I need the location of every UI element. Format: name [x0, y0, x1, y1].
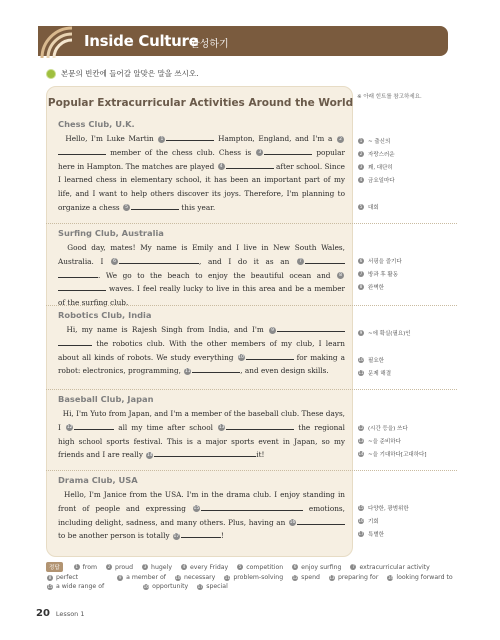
blank-number: 16 — [289, 520, 296, 526]
answer-blank[interactable] — [58, 338, 92, 346]
blank-number: 9 — [269, 327, 276, 334]
baseball-section — [58, 394, 345, 462]
blank-number: 6 — [111, 258, 118, 265]
hint-item: 9 ~에 확실(필요)인 — [359, 330, 411, 337]
answer-item: 4 every Friday — [182, 563, 229, 571]
club-title-baseball: Baseball Club, Japan — [58, 394, 154, 404]
club-title-drama: Drama Club, USA — [58, 475, 138, 485]
hint-item: 11 문제 해결 — [358, 370, 392, 377]
hint-item: 10 필요한 — [358, 357, 384, 364]
blank-number: 10 — [238, 355, 244, 361]
hint-column — [357, 86, 457, 557]
answer-blank[interactable] — [74, 422, 114, 430]
blank-number: 11 — [184, 368, 191, 374]
answer-blank[interactable] — [311, 324, 345, 332]
blank-number: 15 — [193, 506, 200, 512]
answer-blank[interactable] — [188, 449, 222, 457]
answer-blank[interactable] — [58, 283, 106, 291]
answer-blank[interactable] — [235, 503, 269, 511]
hint-item: 5 대회 — [359, 204, 379, 211]
answer-blank[interactable] — [119, 256, 159, 264]
surfing-section — [58, 228, 345, 310]
answer-item: 10 necessary — [175, 574, 216, 581]
answer-blank[interactable] — [226, 161, 274, 169]
answer-item: 6 enjoy surfing — [293, 563, 342, 571]
answer-blank[interactable] — [305, 256, 345, 264]
blank-number: 7 — [297, 258, 304, 265]
answer-blank[interactable] — [166, 133, 214, 141]
page-footer — [36, 608, 85, 619]
answer-blank[interactable] — [159, 256, 199, 264]
lesson-label: Lesson 1 — [55, 610, 85, 618]
answer-item: 2 proud — [107, 563, 134, 571]
hint-item: 16 기회 — [358, 518, 379, 525]
answer-key — [46, 562, 466, 590]
banner-subtitle: 완성하기 — [190, 39, 229, 50]
blank-number: 13 — [218, 425, 225, 431]
club-title-surfing: Surfing Club, Australia — [58, 228, 164, 238]
banner-title: Inside Culture — [84, 32, 199, 50]
instruction-text: 본문의 빈칸에 들어갈 알맞은 말을 쓰시오. — [61, 69, 199, 78]
blank-number: 4 — [218, 163, 225, 170]
hint-item: 14 ~을 기대하다[고대하다] — [358, 451, 427, 458]
hint-item: 2 자랑스러운 — [359, 151, 395, 158]
answer-item: 11 problem-solving — [224, 574, 284, 581]
answer-blank[interactable] — [58, 147, 106, 155]
hint-item: 15 다양한, 광범위한 — [358, 505, 409, 512]
robotics-section — [58, 310, 345, 378]
hint-item: 17 특별한 — [358, 531, 384, 538]
hint-item: 4 금요일마다 — [359, 177, 395, 184]
drama-section — [58, 475, 345, 543]
answer-blank[interactable] — [222, 449, 256, 457]
blank-number: 14 — [146, 452, 153, 458]
answer-blank[interactable] — [264, 147, 312, 155]
blank-number: 8 — [337, 272, 344, 279]
answer-item: 15 a wide range of — [47, 583, 105, 590]
blank-number: 2 — [337, 136, 344, 143]
answer-key-label: 정답 — [46, 562, 63, 572]
hint-item: 3 꽤, 대단히 — [359, 164, 393, 171]
answer-item: 9 a member of — [118, 574, 166, 581]
answer-item: 16 opportunity — [143, 583, 189, 590]
hint-item: 8 완벽한 — [359, 284, 384, 291]
answer-blank[interactable] — [201, 503, 235, 511]
blank-number: 12 — [66, 425, 73, 431]
answer-blank[interactable] — [181, 530, 221, 538]
answer-item: 8 perfect — [48, 574, 79, 581]
blank-number: 1 — [158, 136, 165, 143]
answer-blank[interactable] — [226, 422, 260, 430]
hint-item: 12 (시간 등을) 쓰다 — [358, 425, 408, 432]
answer-item: 5 competition — [238, 563, 284, 571]
hint-header: ※ 아래 힌트를 참고하세요. — [357, 94, 422, 100]
blank-number: 17 — [173, 533, 180, 539]
answer-item: 12 spend — [292, 574, 320, 581]
answer-blank[interactable] — [277, 324, 311, 332]
answer-blank[interactable] — [260, 422, 294, 430]
instruction-line — [46, 68, 198, 79]
answer-blank[interactable] — [154, 449, 188, 457]
answer-item: 3 hugely — [143, 563, 172, 571]
drama-paragraph: Hello, I'm Janice from the USA. I'm in the drama club. I enjoy standing in front of people and expressing 15 emotions, including delight, sadness, and many others. Plus, having an 16 to be another person is totally 17 ! — [58, 490, 345, 541]
robotics-paragraph: Hi, my name is Rajesh Singh from India, and I'm 9 the robotics club. With the other members of my club, I learn about all kinds of robots. We study everything 10 for making a robot: electronics, programming, 11 , and even design skills. — [58, 325, 345, 376]
answer-blank[interactable] — [246, 352, 294, 360]
blank-number: 3 — [256, 149, 263, 156]
answer-blank[interactable] — [192, 365, 240, 373]
hint-item: 13 ~을 준비하다 — [358, 438, 401, 445]
club-title-robotics: Robotics Club, India — [58, 310, 152, 320]
chess-paragraph: Hello, I'm Luke Martin 1 Hampton, England, and I'm a 2 member of the chess club. Chess is 3 popular here in Hampton. The matches are played 4 after school. Since I learned chess in elementary school, it has been an important part of my life, and I want to help others discover its joys. Therefore, I'm planning to organize a chess 5 this year. — [58, 134, 345, 212]
hint-item: 7 방과 후 활동 — [359, 271, 399, 278]
answer-blank[interactable] — [131, 202, 179, 210]
hint-item: 6 서핑을 즐기다 — [359, 258, 402, 265]
reading-title: Popular Extracurricular Activities Around the World — [47, 97, 354, 109]
chess-section — [58, 119, 345, 215]
page-number: 20 — [36, 608, 50, 619]
surfing-paragraph: Good day, mates! My name is Emily and I live in New South Wales, Australia. I 6 , and I do it as an 7. We go to the beach to enjoy the beautiful ocean and 8 waves. I feel really lucky to live in this area and be a member of the surfing club. — [58, 243, 346, 308]
answer-item: 14 looking forward to — [387, 574, 453, 581]
bullet-icon — [46, 69, 56, 79]
reading-box — [46, 86, 353, 557]
answer-item: 1 from — [75, 563, 98, 571]
answer-blank[interactable] — [269, 503, 303, 511]
answer-item: 13 preparing for — [329, 574, 379, 581]
hint-item: 1 ~ 출신의 — [359, 138, 391, 145]
answer-item: 7 extracurricular activity — [352, 563, 430, 571]
answer-blank[interactable] — [58, 270, 98, 278]
baseball-paragraph: Hi, I'm Yuto from Japan, and I'm a member of the baseball club. These days, I 12 all my time after school 13 the regional high school sports festival. This is a major sports event in Japan, so my friends and I are really 14 it! — [58, 409, 346, 460]
blank-number: 5 — [123, 204, 130, 211]
banner-arc-decoration — [38, 22, 86, 60]
answer-item: 17 special — [197, 583, 228, 590]
club-title-chess: Chess Club, U.K. — [58, 119, 135, 129]
answer-blank[interactable] — [297, 517, 345, 525]
